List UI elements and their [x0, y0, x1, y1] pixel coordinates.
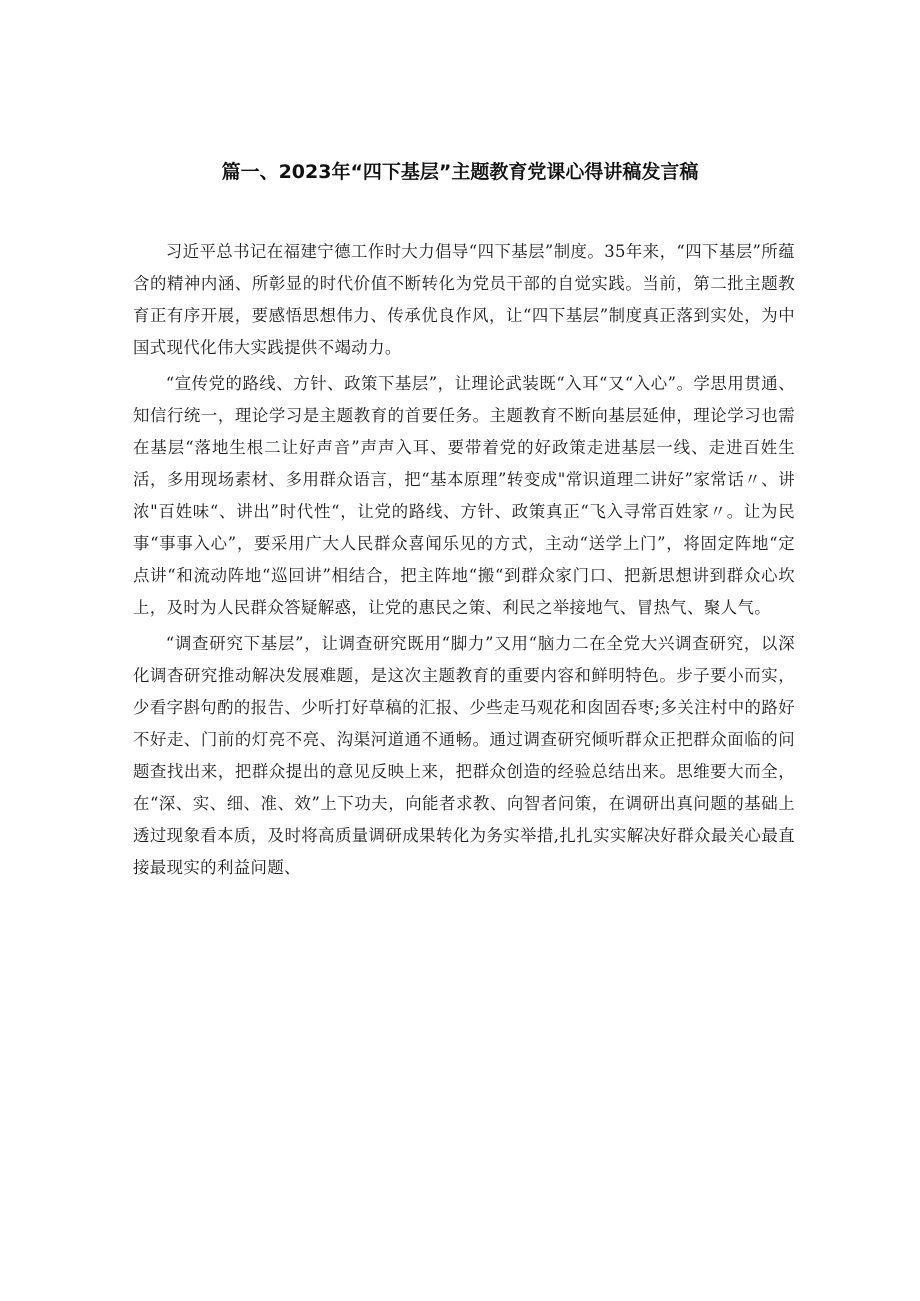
paragraph-1: 习近平总书记在福建宁德工作时大力倡导“四下基层”制度。35年来，“四下基层”所蕴含的精神内涵、所彰显的时代价值不断转化为党员干部的自觉实践。当前，第二批主题教育正有序开展，要感悟思想伟力、传承优良作风，让“四下基层”制度真正落到实处，为中国式现代化伟大实践提供不竭动力。	[133, 242, 795, 357]
document-body	[133, 236, 795, 884]
document-title: 篇一、2023年“四下基层”主题教育党课心得讲稿发言稿	[221, 161, 699, 183]
paragraph-3: “调查研究下基层”，让调查研究既用“脚力”又用“脑力二在全党大兴调查研究，以深化调杳研究推动解决发展难题，是这次主题教育的重要内容和鲜明特色。步子要小而实，少看字斟句酌的报告、少听打好草稿的汇报、少些走马观花和囱固吞枣;多关注村中的路好不好走、门前的灯亮不亮、沟渠河道通不通畅。通过调查研究倾听群众正把群众面临的问题查找出来，把群众提出的意见反映上来，把群众创造的经验总结出来。思维要大而全，在“深、实、细、准、效”上下功夫，向能者求教、向智者问策，在调研出真问题的基础上透过现象看本质，及时将高质量调研成果转化为务实举措,扎扎实实解决好群众最关心最直接最现实的利益问题、	[133, 634, 795, 877]
paragraph-2: “宣传党的路线、方针、政策下基层”，让理论武装既“入耳“又“入心”。学思用贯通、知信行统一，理论学习是主题教育的首要任务。主题教育不断向基层延伸，理论学习也需在基层“落地生根二让好声音”声声入耳、要带着党的好政策走进基层一线、走进百姓生活，多用现场素材、多用群众语言，把“基本原理”转变成"常识道理二讲好”家常话〃、讲浓"百姓味“、讲出”时代性“，让党的路线、方针、政策真正“飞入寻常百姓家〃。让为民事“事事入心”，要采用广大人民群众喜闻乐见的方式，主动“送学上门”，将固定阵地“定点讲“和流动阵地“巡回讲”相结合，把主阵地“搬“到群众家门口、把新思想讲到群众心坎上，及时为人民群众答疑解惑，让党的惠民之策、利民之举接地气、冒热气、聚人气。	[133, 374, 795, 617]
